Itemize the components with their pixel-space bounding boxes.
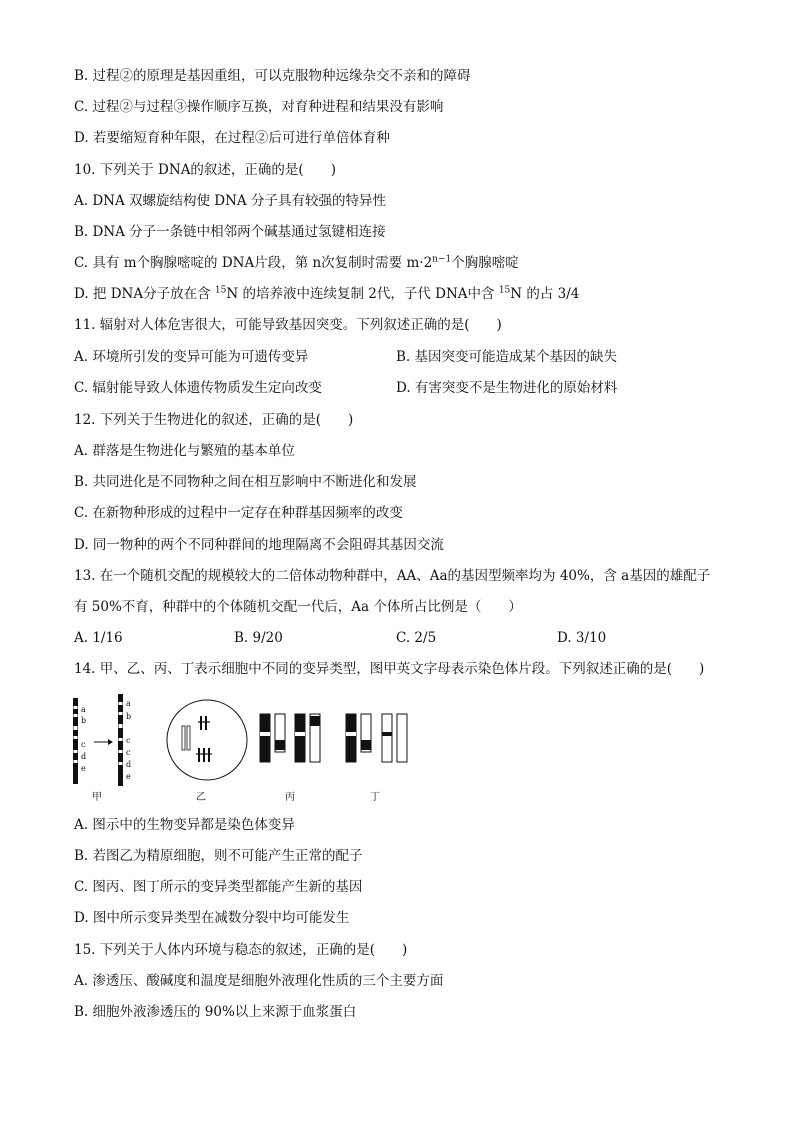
q9-option-d: D. 若要缩短育种年限，在过程②后可进行单倍体育种: [74, 130, 390, 146]
caption-jia: 甲: [92, 792, 102, 803]
jia-left-letter-c: c: [81, 740, 86, 749]
jia-right-letter-d: d: [126, 760, 132, 769]
bing-chromosomes: [260, 714, 320, 762]
ding-chromosomes: [346, 714, 407, 762]
q10-option-d-tail: N 的占 3/4: [510, 286, 580, 302]
jia-right-letter-b: b: [126, 712, 132, 721]
jia-left-letter-b: b: [81, 716, 87, 725]
q14-option-b: B. 若图乙为精原细胞，则不可能产生正常的配子: [74, 848, 363, 864]
q10-stem: 10. 下列关于 DNA的叙述，正确的是( ): [74, 162, 336, 178]
q10-option-d-isotope-2: 15: [498, 285, 511, 296]
caption-ding: 丁: [370, 792, 380, 803]
q15-stem: 15. 下列关于人体内环境与稳态的叙述，正确的是( ): [74, 942, 408, 958]
q14-option-c: C. 图丙、图丁所示的变异类型都能产生新的基因: [74, 879, 363, 895]
q10-option-c-text: C. 具有 m个胸腺嘧啶的 DNA片段，第 n次复制时需要 m·2: [74, 255, 433, 271]
jia-right-letter-c2: c: [126, 748, 131, 757]
jia-left-letter-a: a: [81, 705, 86, 714]
jia-left-letter-e: e: [81, 764, 86, 773]
q10-option-d-text: D. 把 DNA分子放在含: [74, 286, 215, 302]
q9-option-c: C. 过程②与过程③操作顺序互换，对育种进程和结果没有影响: [74, 99, 444, 115]
jia-right-letter-a: a: [126, 699, 131, 708]
q13-option-d: D. 3/10: [557, 630, 607, 646]
q12-option-b: B. 共同进化是不同物种之间在相互影响中不断进化和发展: [74, 474, 417, 490]
jia-right-letter-e: e: [126, 772, 131, 781]
q12-stem: 12. 下列关于生物进化的叙述，正确的是( ): [74, 412, 354, 428]
q10-option-c: [74, 254, 519, 272]
q10-option-d: [74, 285, 579, 303]
jia-left-letter-d: d: [81, 752, 87, 761]
q14-stem: 14. 甲、乙、丙、丁表示细胞中不同的变异类型，图甲英文字母表示染色体片段。下列叙述正确的是( ): [74, 661, 705, 677]
q15-option-a: A. 渗透压、酸碱度和温度是细胞外液理化性质的三个主要方面: [74, 973, 444, 989]
q13-option-b: B. 9/20: [234, 630, 283, 646]
jia-arrow: [94, 739, 113, 745]
q15-option-b: B. 细胞外液渗透压的 90%以上来源于血浆蛋白: [74, 1004, 357, 1020]
q13-option-c: C. 2/5: [396, 630, 437, 646]
q11-option-b: B. 基因突变可能造成某个基因的缺失: [396, 349, 618, 365]
q11-stem: 11. 辐射对人体危害很大，可能导致基因突变。下列叙述正确的是( ): [74, 317, 502, 333]
jia-left-chromosome: [73, 698, 78, 784]
jia-right-letter-c1: c: [126, 736, 131, 745]
q12-option-a: A. 群落是生物进化与繁殖的基本单位: [74, 443, 295, 459]
caption-yi: 乙: [196, 792, 206, 803]
q11-option-c: C. 辐射能导致人体遗传物质发生定向改变: [74, 380, 322, 396]
q10-option-c-exponent: n−1: [432, 254, 452, 265]
q11-option-d: D. 有害突变不是生物进化的原始材料: [396, 380, 618, 396]
q9-option-b: B. 过程②的原理是基因重组，可以克服物种远缘杂交不亲和的障碍: [74, 68, 471, 84]
q12-option-d: D. 同一物种的两个不同种群间的地理隔离不会阻碍其基因交流: [74, 537, 444, 553]
q14-option-d: D. 图中所示变异类型在减数分裂中均可能发生: [74, 910, 350, 926]
q14-figure: [70, 692, 450, 804]
q10-option-d-mid: N 的培养液中连续复制 2代，子代 DNA中含: [226, 286, 499, 302]
q13-stem-line2: 有 50%不育，种群中的个体随机交配一代后，Aa 个体所占比例是（ ）: [74, 599, 522, 615]
q14-option-a: A. 图示中的生物变异都是染色体变异: [74, 817, 295, 833]
q10-option-a: A. DNA 双螺旋结构使 DNA 分子具有较强的特异性: [74, 193, 386, 209]
jia-right-chromosome: [118, 694, 123, 786]
q11-option-a: A. 环境所引发的变异可能为可遗传变异: [74, 349, 309, 365]
q12-option-c: C. 在新物种形成的过程中一定存在种群基因频率的改变: [74, 505, 403, 521]
q10-option-d-isotope-1: 15: [214, 285, 227, 296]
q10-option-b: B. DNA 分子一条链中相邻两个碱基通过氢键相连接: [74, 224, 386, 240]
yi-cell: [167, 700, 247, 780]
caption-bing: 丙: [285, 792, 295, 803]
q13-stem-line1: 13. 在一个随机交配的规模较大的二倍体动物种群中，AA、Aa的基因型频率均为 40%，含 a基因的雄配子: [74, 568, 711, 584]
q10-option-c-tail: 个胸腺嘧啶: [451, 255, 519, 271]
q14-figure-svg: [70, 692, 450, 804]
q13-option-a: A. 1/16: [74, 630, 123, 646]
